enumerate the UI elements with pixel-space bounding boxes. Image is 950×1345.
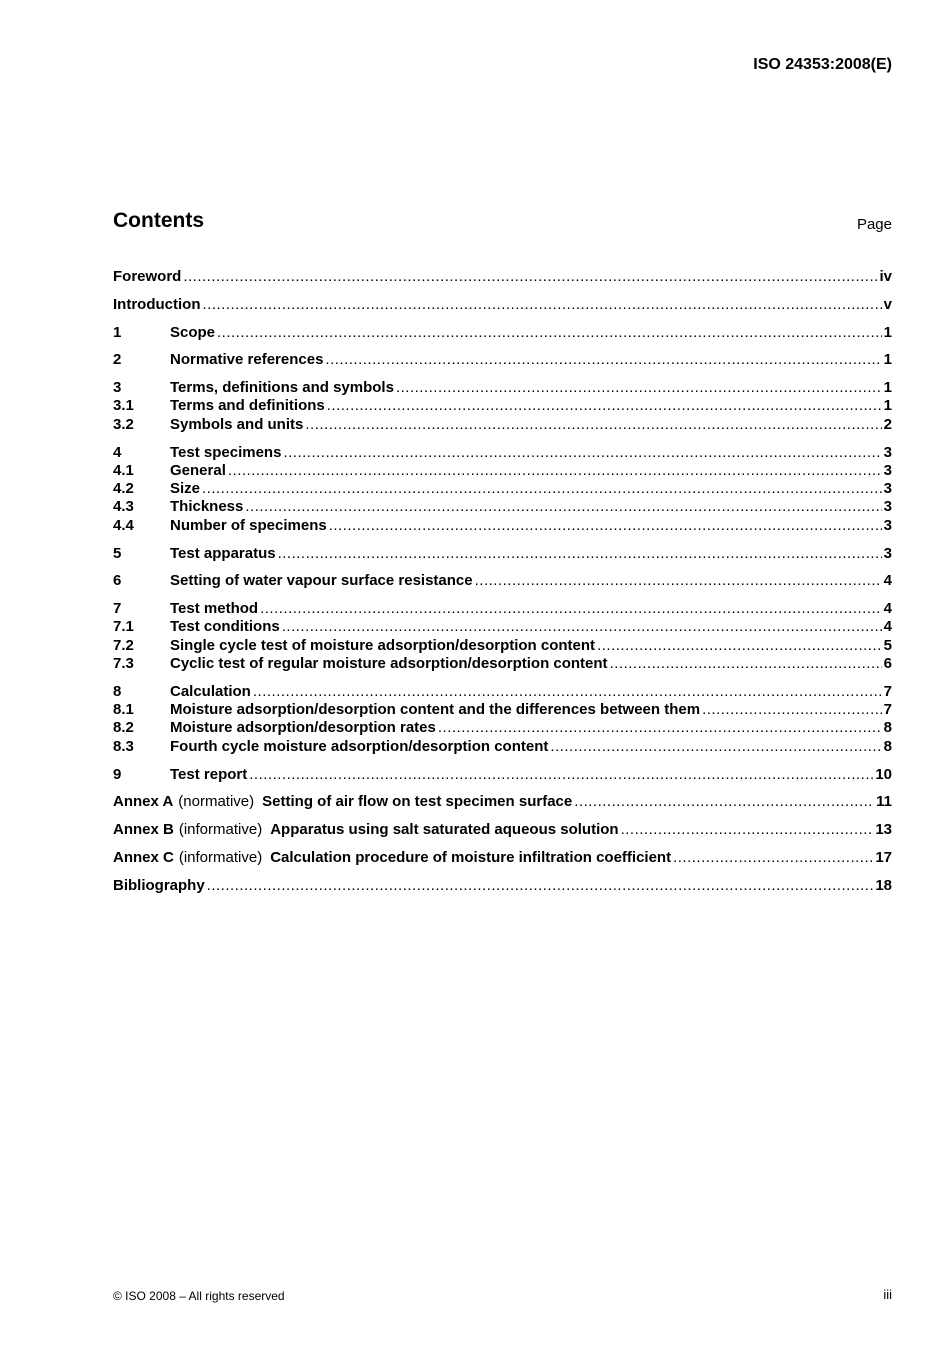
toc-entry-page: 7	[883, 682, 892, 700]
dot-leader	[228, 462, 882, 480]
dot-leader	[438, 719, 882, 737]
toc-entry-6[interactable]	[113, 572, 892, 590]
footer-page-number: iii	[883, 1287, 892, 1302]
toc-group-foreword	[113, 268, 892, 286]
toc-group-1	[113, 324, 892, 342]
dot-leader	[202, 480, 882, 498]
toc-entry-annex-a[interactable]	[113, 793, 892, 811]
toc-entry-3[interactable]	[113, 379, 892, 397]
toc-entry-page: 3	[883, 516, 892, 534]
toc-entry-number: 4.1	[113, 461, 134, 479]
toc-entry-number: 4.4	[113, 516, 134, 534]
toc-entry-4-2[interactable]	[113, 480, 892, 498]
dot-leader	[325, 351, 881, 369]
toc-entry-page: 3	[883, 498, 892, 516]
toc-entry-number: 8.3	[113, 737, 134, 755]
toc-entry-title: Terms and definitions	[170, 397, 325, 415]
toc-entry-annex-c[interactable]	[113, 849, 892, 867]
toc-entry-number: 8	[113, 682, 122, 700]
page-column-label: Page	[856, 216, 892, 233]
toc-entry-page: 8	[883, 737, 892, 755]
toc-group-annex-c	[113, 849, 892, 867]
toc-entry-title: Setting of water vapour surface resistance	[170, 572, 473, 590]
toc-entry-page: 10	[875, 765, 892, 783]
toc-entry-page: 3	[883, 480, 892, 498]
toc-entry-page: 1	[883, 379, 892, 397]
toc-entry-page: 18	[875, 876, 892, 894]
annex-label: Annex C	[113, 848, 174, 866]
toc-entry-8-1[interactable]	[113, 701, 892, 719]
toc-entry-title: Setting of air flow on test specimen surface	[262, 793, 573, 811]
toc-entry-title: Normative references	[170, 351, 324, 369]
toc-entry-4-3[interactable]	[113, 498, 892, 516]
toc-entry-3-1[interactable]	[113, 397, 892, 415]
toc-entry-title: Test conditions	[170, 618, 280, 636]
toc-entry-number: 7	[113, 600, 122, 618]
dot-leader	[278, 545, 882, 563]
toc-group-8	[113, 683, 892, 756]
toc-entry-page: 17	[875, 848, 892, 866]
toc-entry-page: 3	[883, 443, 892, 461]
toc-entry-title: Symbols and units	[170, 415, 304, 433]
toc-group-5	[113, 545, 892, 563]
toc-group-annex-a	[113, 793, 892, 811]
toc-entry-number: 5	[113, 544, 122, 562]
dot-leader	[396, 379, 882, 397]
toc-entry-number: 1	[113, 323, 122, 341]
dot-leader	[702, 701, 882, 719]
toc-entry-4-1[interactable]	[113, 462, 892, 480]
toc-entry-title: Moisture adsorption/desorption rates	[170, 719, 436, 737]
toc-entry-page: 1	[883, 397, 892, 415]
toc-entry-number: 6	[113, 572, 122, 590]
dot-leader	[253, 683, 882, 701]
toc-entry-introduction[interactable]	[113, 296, 892, 314]
toc-entry-page: 1	[883, 351, 892, 369]
dot-leader	[260, 600, 882, 618]
toc-entry-title: Terms, definitions and symbols	[170, 379, 394, 397]
toc-entry-number: 4.2	[113, 480, 134, 498]
dot-leader	[475, 572, 882, 590]
toc-entry-page: 3	[883, 544, 892, 562]
toc-entry-page: 2	[883, 415, 892, 433]
toc-entry-title: Single cycle test of moisture adsorption/desorption content	[170, 636, 596, 654]
toc-entry-number: 7.3	[113, 655, 134, 673]
toc-entry-title: Cyclic test of regular moisture adsorption/desorption content	[170, 655, 608, 673]
toc-entry-title: Thickness	[170, 498, 244, 516]
toc-entry-page: iv	[879, 268, 892, 285]
toc-entry-title: Test method	[170, 600, 259, 618]
toc-entry-7-3[interactable]	[113, 655, 892, 673]
dot-leader	[217, 324, 882, 342]
annex-type: (normative)	[178, 793, 255, 811]
toc-group-7	[113, 600, 892, 673]
toc-entry-title: Fourth cycle moisture adsorption/desorption content	[170, 737, 549, 755]
toc-entry-title: Calculation procedure of moisture infiltration coefficient	[270, 848, 672, 866]
toc-group-annex-b	[113, 821, 892, 839]
toc-entry-title: Moisture adsorption/desorption content and the differences between them	[170, 701, 701, 719]
annex-label: Annex B	[113, 821, 174, 839]
toc-entry-page: 6	[883, 655, 892, 673]
toc-entry-number: 9	[113, 765, 122, 783]
toc-entry-page: v	[883, 295, 892, 313]
annex-type: (informative)	[178, 821, 263, 839]
toc-entry-title: Foreword	[113, 268, 182, 285]
toc-entry-number: 7.1	[113, 618, 134, 636]
toc-entry-4-4[interactable]	[113, 517, 892, 535]
annex-type: (informative)	[178, 848, 263, 866]
document-id: ISO 24353:2008(E)	[753, 56, 892, 73]
toc-entry-page: 4	[883, 572, 892, 590]
toc-entry-2[interactable]	[113, 351, 892, 369]
toc-entry-title: General	[170, 461, 226, 479]
toc-entry-page: 8	[883, 719, 892, 737]
dot-leader	[283, 444, 881, 462]
toc-entry-title: Test specimens	[170, 443, 282, 461]
dot-leader	[574, 793, 874, 811]
dot-leader	[305, 416, 881, 434]
table-of-contents	[113, 268, 892, 905]
toc-entry-foreword[interactable]	[113, 268, 892, 286]
toc-entry-page: 7	[883, 701, 892, 719]
toc-entry-page: 4	[883, 618, 892, 636]
annex-label: Annex A	[113, 793, 174, 811]
toc-entry-8[interactable]	[113, 683, 892, 701]
dot-leader	[249, 766, 873, 784]
toc-entry-number: 2	[113, 351, 122, 369]
toc-entry-1[interactable]	[113, 324, 892, 342]
toc-entry-number: 8.1	[113, 701, 134, 719]
toc-entry-title: Calculation	[170, 682, 251, 700]
dot-leader	[327, 397, 882, 415]
dot-leader	[610, 655, 882, 673]
toc-entry-7-2[interactable]	[113, 637, 892, 655]
dot-leader	[597, 637, 882, 655]
toc-entry-title: Bibliography	[113, 876, 205, 894]
footer-copyright: © ISO 2008 – All rights reserved	[113, 1289, 285, 1303]
toc-entry-annex-b[interactable]	[113, 821, 892, 839]
toc-entry-title: Test apparatus	[170, 544, 276, 562]
dot-leader	[621, 821, 874, 839]
toc-entry-title: Test report	[170, 765, 248, 783]
toc-group-6	[113, 572, 892, 590]
toc-entry-number: 3.2	[113, 415, 134, 433]
toc-group-2	[113, 351, 892, 369]
toc-entry-title: Introduction	[113, 295, 201, 313]
toc-group-9	[113, 766, 892, 784]
toc-entry-4[interactable]	[113, 444, 892, 462]
dot-leader	[183, 268, 877, 286]
toc-group-3	[113, 379, 892, 434]
toc-entry-page: 5	[883, 636, 892, 654]
toc-entry-page: 1	[883, 323, 892, 341]
dot-leader	[329, 517, 882, 535]
toc-entry-title: Size	[170, 480, 201, 498]
toc-group-4	[113, 444, 892, 535]
toc-entry-page: 11	[876, 793, 892, 811]
dot-leader	[282, 618, 882, 636]
toc-entry-number: 3	[113, 379, 122, 397]
dot-leader	[207, 877, 874, 895]
toc-group-introduction	[113, 296, 892, 314]
toc-entry-number: 4.3	[113, 498, 134, 516]
toc-entry-bibliography[interactable]	[113, 877, 892, 895]
dot-leader	[550, 738, 881, 756]
toc-entry-5[interactable]	[113, 545, 892, 563]
toc-entry-7[interactable]	[113, 600, 892, 618]
toc-entry-title: Number of specimens	[170, 516, 327, 534]
toc-entry-number: 3.1	[113, 397, 134, 415]
toc-entry-page: 4	[883, 600, 892, 618]
contents-heading: Contents	[113, 209, 204, 232]
toc-entry-title: Scope	[170, 323, 216, 341]
toc-entry-page: 3	[883, 461, 892, 479]
dot-leader	[245, 498, 881, 516]
toc-entry-9[interactable]	[113, 766, 892, 784]
toc-group-bibliography	[113, 877, 892, 895]
toc-entry-number: 8.2	[113, 719, 134, 737]
toc-entry-8-3[interactable]	[113, 738, 892, 756]
dot-leader	[673, 849, 873, 867]
toc-entry-3-2[interactable]	[113, 416, 892, 434]
toc-entry-title: Apparatus using salt saturated aqueous solution	[270, 821, 619, 839]
toc-entry-page: 13	[875, 821, 892, 839]
toc-entry-8-2[interactable]	[113, 719, 892, 737]
toc-entry-number: 7.2	[113, 636, 134, 654]
toc-entry-7-1[interactable]	[113, 618, 892, 636]
dot-leader	[202, 296, 881, 314]
toc-entry-number: 4	[113, 443, 122, 461]
